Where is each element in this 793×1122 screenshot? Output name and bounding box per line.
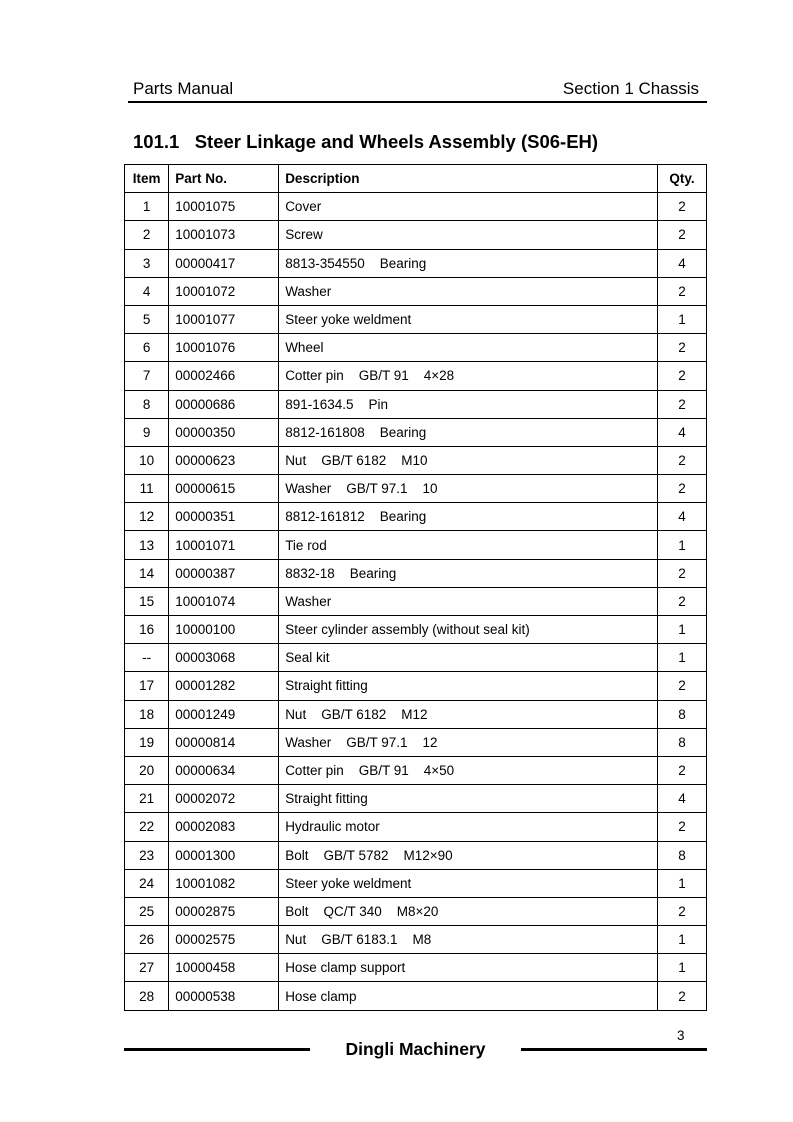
cell-item: 5 bbox=[125, 305, 169, 333]
table-row bbox=[125, 418, 707, 446]
cell-item: 23 bbox=[125, 841, 169, 869]
table-row bbox=[125, 841, 707, 869]
cell-item: 8 bbox=[125, 390, 169, 418]
header-section-title: Section 1 Chassis bbox=[562, 79, 699, 98]
table-row bbox=[125, 362, 707, 390]
cell-description: Screw bbox=[279, 221, 658, 249]
table-row bbox=[125, 559, 707, 587]
cell-qty: 2 bbox=[658, 756, 707, 784]
parts-table bbox=[124, 164, 707, 1011]
cell-part-no: 00000634 bbox=[169, 756, 279, 784]
cell-description: Steer yoke weldment bbox=[279, 869, 658, 897]
cell-description: 8812-161812 Bearing bbox=[279, 503, 658, 531]
parts-table-body bbox=[125, 193, 707, 1010]
cell-description: Straight fitting bbox=[279, 785, 658, 813]
cell-qty: 4 bbox=[658, 249, 707, 277]
cell-qty: 1 bbox=[658, 869, 707, 897]
cell-item: 6 bbox=[125, 334, 169, 362]
cell-item: 15 bbox=[125, 587, 169, 615]
cell-description: Nut GB/T 6183.1 M8 bbox=[279, 926, 658, 954]
table-row bbox=[125, 982, 707, 1010]
table-row bbox=[125, 813, 707, 841]
cell-qty: 2 bbox=[658, 193, 707, 221]
cell-item: 18 bbox=[125, 700, 169, 728]
cell-description: Cotter pin GB/T 91 4×50 bbox=[279, 756, 658, 784]
cell-part-no: 00002083 bbox=[169, 813, 279, 841]
cell-description: Bolt GB/T 5782 M12×90 bbox=[279, 841, 658, 869]
cell-description: Washer bbox=[279, 587, 658, 615]
cell-item: 25 bbox=[125, 897, 169, 925]
cell-part-no: 10001082 bbox=[169, 869, 279, 897]
section-title: 101.1 Steer Linkage and Wheels Assembly (S06-EH) bbox=[133, 131, 599, 152]
table-row bbox=[125, 475, 707, 503]
cell-description: Bolt QC/T 340 M8×20 bbox=[279, 897, 658, 925]
cell-description: Straight fitting bbox=[279, 672, 658, 700]
cell-part-no: 00001282 bbox=[169, 672, 279, 700]
cell-item: 9 bbox=[125, 418, 169, 446]
table-row bbox=[125, 616, 707, 644]
cell-qty: 2 bbox=[658, 475, 707, 503]
cell-qty: 2 bbox=[658, 446, 707, 474]
cell-part-no: 00000814 bbox=[169, 728, 279, 756]
table-row bbox=[125, 672, 707, 700]
cell-description: Hose clamp support bbox=[279, 954, 658, 982]
cell-part-no: 00000686 bbox=[169, 390, 279, 418]
cell-part-no: 00000417 bbox=[169, 249, 279, 277]
table-row bbox=[125, 249, 707, 277]
cell-description: Washer GB/T 97.1 10 bbox=[279, 475, 658, 503]
cell-qty: 4 bbox=[658, 503, 707, 531]
cell-item: 2 bbox=[125, 221, 169, 249]
cell-item: 13 bbox=[125, 531, 169, 559]
cell-part-no: 10001077 bbox=[169, 305, 279, 333]
cell-description: Washer bbox=[279, 277, 658, 305]
cell-qty: 1 bbox=[658, 954, 707, 982]
cell-item: 10 bbox=[125, 446, 169, 474]
cell-part-no: 10001076 bbox=[169, 334, 279, 362]
table-row bbox=[125, 644, 707, 672]
cell-qty: 1 bbox=[658, 616, 707, 644]
table-row bbox=[125, 756, 707, 784]
cell-part-no: 00000350 bbox=[169, 418, 279, 446]
cell-part-no: 00003068 bbox=[169, 644, 279, 672]
cell-description: Hose clamp bbox=[279, 982, 658, 1010]
cell-description: Nut GB/T 6182 M10 bbox=[279, 446, 658, 474]
table-row bbox=[125, 728, 707, 756]
cell-item: 22 bbox=[125, 813, 169, 841]
cell-item: 14 bbox=[125, 559, 169, 587]
table-row bbox=[125, 954, 707, 982]
cell-item: 16 bbox=[125, 616, 169, 644]
cell-part-no: 00002875 bbox=[169, 897, 279, 925]
cell-qty: 4 bbox=[658, 785, 707, 813]
header-manual-title: Parts Manual bbox=[133, 79, 234, 98]
cell-qty: 1 bbox=[658, 644, 707, 672]
column-header-qty: Qty. bbox=[658, 165, 707, 193]
cell-part-no: 10001074 bbox=[169, 587, 279, 615]
table-row bbox=[125, 390, 707, 418]
table-row bbox=[125, 277, 707, 305]
page-number: 3 bbox=[677, 1028, 685, 1043]
cell-part-no: 00000538 bbox=[169, 982, 279, 1010]
cell-item: 11 bbox=[125, 475, 169, 503]
cell-part-no: 00000623 bbox=[169, 446, 279, 474]
cell-item: 1 bbox=[125, 193, 169, 221]
cell-part-no: 00001300 bbox=[169, 841, 279, 869]
table-row bbox=[125, 700, 707, 728]
cell-item: 27 bbox=[125, 954, 169, 982]
page-header bbox=[128, 77, 707, 103]
cell-description: 8813-354550 Bearing bbox=[279, 249, 658, 277]
cell-item: 7 bbox=[125, 362, 169, 390]
cell-description: Cotter pin GB/T 91 4×28 bbox=[279, 362, 658, 390]
cell-part-no: 10001071 bbox=[169, 531, 279, 559]
cell-item: 28 bbox=[125, 982, 169, 1010]
cell-item: 24 bbox=[125, 869, 169, 897]
cell-qty: 1 bbox=[658, 531, 707, 559]
cell-item: 3 bbox=[125, 249, 169, 277]
cell-description: 891-1634.5 Pin bbox=[279, 390, 658, 418]
cell-part-no: 10001075 bbox=[169, 193, 279, 221]
cell-qty: 1 bbox=[658, 926, 707, 954]
table-row bbox=[125, 446, 707, 474]
cell-qty: 2 bbox=[658, 813, 707, 841]
cell-qty: 2 bbox=[658, 587, 707, 615]
cell-part-no: 10000100 bbox=[169, 616, 279, 644]
cell-qty: 2 bbox=[658, 982, 707, 1010]
table-row bbox=[125, 926, 707, 954]
cell-qty: 2 bbox=[658, 362, 707, 390]
cell-qty: 2 bbox=[658, 221, 707, 249]
cell-qty: 2 bbox=[658, 334, 707, 362]
cell-item: 17 bbox=[125, 672, 169, 700]
cell-part-no: 00000351 bbox=[169, 503, 279, 531]
table-row bbox=[125, 897, 707, 925]
cell-part-no: 00002072 bbox=[169, 785, 279, 813]
cell-qty: 2 bbox=[658, 390, 707, 418]
cell-description: 8812-161808 Bearing bbox=[279, 418, 658, 446]
table-row bbox=[125, 193, 707, 221]
cell-qty: 1 bbox=[658, 305, 707, 333]
cell-qty: 8 bbox=[658, 700, 707, 728]
cell-description: Seal kit bbox=[279, 644, 658, 672]
cell-part-no: 10001072 bbox=[169, 277, 279, 305]
cell-qty: 2 bbox=[658, 277, 707, 305]
cell-description: Wheel bbox=[279, 334, 658, 362]
table-row bbox=[125, 531, 707, 559]
cell-part-no: 00000615 bbox=[169, 475, 279, 503]
cell-description: Tie rod bbox=[279, 531, 658, 559]
cell-description: Nut GB/T 6182 M12 bbox=[279, 700, 658, 728]
table-header-row bbox=[125, 165, 707, 193]
cell-qty: 8 bbox=[658, 841, 707, 869]
cell-item: 19 bbox=[125, 728, 169, 756]
cell-item: 20 bbox=[125, 756, 169, 784]
cell-part-no: 00000387 bbox=[169, 559, 279, 587]
cell-item: 4 bbox=[125, 277, 169, 305]
footer-rule-left bbox=[124, 1048, 310, 1051]
column-header-part-no: Part No. bbox=[169, 165, 279, 193]
table-row bbox=[125, 221, 707, 249]
cell-item: 12 bbox=[125, 503, 169, 531]
column-header-item: Item bbox=[125, 165, 169, 193]
cell-part-no: 00002466 bbox=[169, 362, 279, 390]
cell-qty: 4 bbox=[658, 418, 707, 446]
table-row bbox=[125, 869, 707, 897]
column-header-description: Description bbox=[279, 165, 658, 193]
table-row bbox=[125, 785, 707, 813]
cell-qty: 8 bbox=[658, 728, 707, 756]
cell-part-no: 10000458 bbox=[169, 954, 279, 982]
cell-qty: 2 bbox=[658, 559, 707, 587]
footer-company-name: Dingli Machinery bbox=[345, 1039, 486, 1059]
cell-description: Hydraulic motor bbox=[279, 813, 658, 841]
cell-description: Cover bbox=[279, 193, 658, 221]
cell-description: Steer cylinder assembly (without seal kit) bbox=[279, 616, 658, 644]
cell-description: Washer GB/T 97.1 12 bbox=[279, 728, 658, 756]
cell-item: 26 bbox=[125, 926, 169, 954]
table-row bbox=[125, 305, 707, 333]
table-row bbox=[125, 334, 707, 362]
cell-qty: 2 bbox=[658, 897, 707, 925]
cell-description: Steer yoke weldment bbox=[279, 305, 658, 333]
table-row bbox=[125, 587, 707, 615]
table-row bbox=[125, 503, 707, 531]
cell-item: 21 bbox=[125, 785, 169, 813]
footer-rule-right bbox=[521, 1048, 707, 1051]
cell-part-no: 00002575 bbox=[169, 926, 279, 954]
cell-part-no: 10001073 bbox=[169, 221, 279, 249]
cell-part-no: 00001249 bbox=[169, 700, 279, 728]
cell-item: -- bbox=[125, 644, 169, 672]
cell-description: 8832-18 Bearing bbox=[279, 559, 658, 587]
cell-qty: 2 bbox=[658, 672, 707, 700]
